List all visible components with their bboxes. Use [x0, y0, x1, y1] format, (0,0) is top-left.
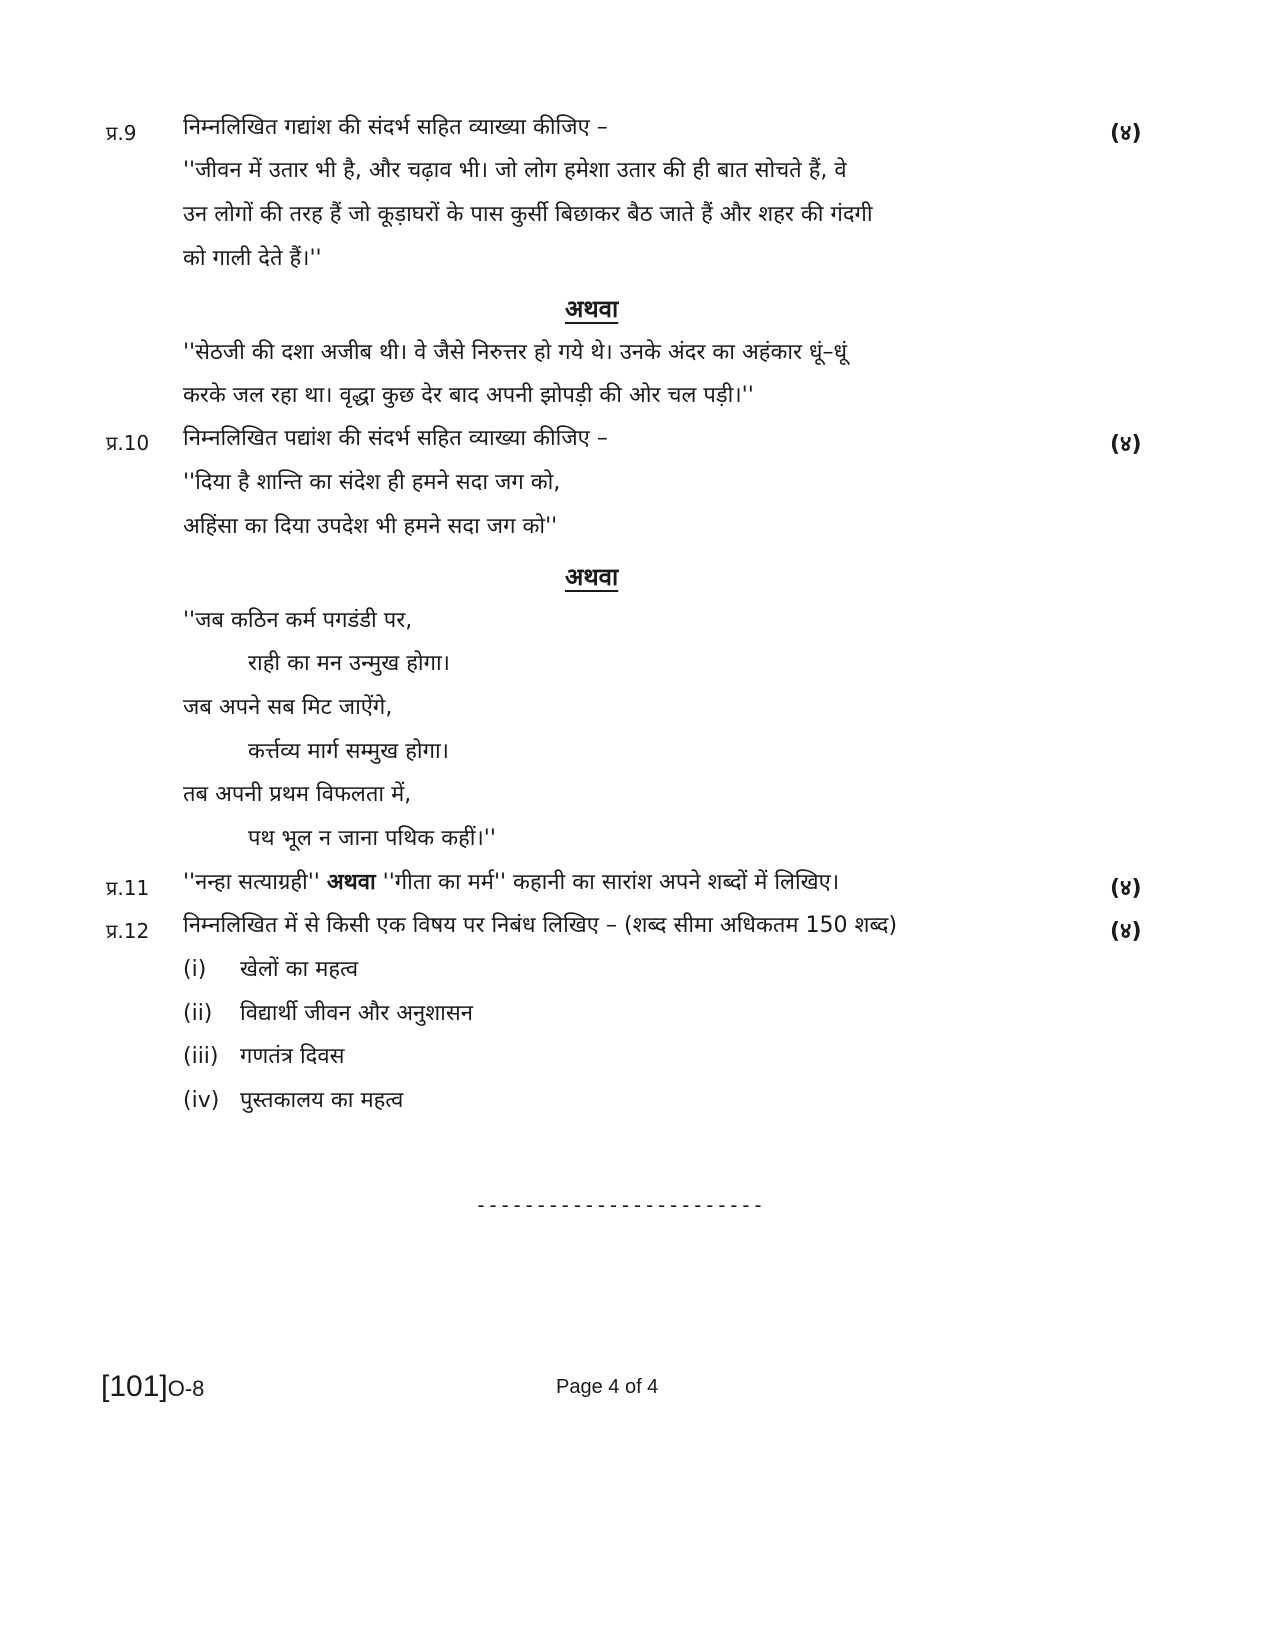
q9-alt-line-1: ''सेठजी की दशा अजीब थी। वे जैसे निरुत्तर हो गये थे। उनके अंदर का अहंकार धूं–धूं — [183, 340, 848, 365]
q12-marks: (४) — [1110, 919, 1142, 944]
q9-passage-line-3: को गाली देते हैं।'' — [183, 246, 322, 271]
end-of-paper-rule: ------------------------ — [475, 1193, 764, 1217]
paper-code — [101, 1370, 204, 1404]
q10-prompt: निम्नलिखित पद्यांश की संदर्भ सहित व्याख्या कीजिए – — [183, 426, 608, 451]
q11-part2: ''गीता का मर्म'' कहानी का सारांश अपने शब्दों में लिखिए। — [382, 870, 840, 895]
q9-alt-line-2: करके जल रहा था। वृद्धा कुछ देर बाद अपनी झोपड़ी की ओर चल पड़ी।'' — [183, 383, 754, 408]
q10-number: प्र.10 — [106, 431, 150, 455]
q9-passage-line-1: ''जीवन में उतार भी है, और चढ़ाव भी। जो लोग हमेशा उतार की ही बात सोचते हैं, वे — [183, 158, 847, 183]
q12-option-num-1: (i) — [183, 957, 207, 982]
q11-number: प्र.11 — [106, 876, 150, 900]
q10-poem-line-2: अहिंसा का दिया उपदेश भी हमने सदा जग को'' — [183, 514, 558, 539]
q9-number: प्र.9 — [106, 121, 137, 145]
paper-code-suffix: O-8 — [167, 1376, 205, 1401]
q10-alt-line-6: पथ भूल न जाना पथिक कहीं।'' — [248, 826, 496, 851]
page-number: Page 4 of 4 — [556, 1376, 659, 1398]
q9-marks: (४) — [1110, 121, 1142, 146]
q12-number: प्र.12 — [106, 919, 150, 943]
q10-alt-line-2: राही का मन उन्मुख होगा। — [248, 651, 451, 676]
q12-option-text-3: गणतंत्र दिवस — [240, 1044, 345, 1069]
q10-poem-line-1: ''दिया है शान्ति का संदेश ही हमने सदा जग को, — [183, 470, 561, 495]
q10-marks: (४) — [1110, 432, 1142, 457]
q12-option-text-1: खेलों का महत्व — [240, 957, 359, 982]
q12-option-num-2: (ii) — [183, 1001, 213, 1026]
q11-or-word: अथवा — [326, 870, 376, 895]
q12-option-num-3: (iii) — [183, 1044, 219, 1069]
q12-option-text-4: पुस्तकालय का महत्व — [240, 1088, 404, 1113]
q12-option-text-2: विद्यार्थी जीवन और अनुशासन — [240, 1001, 473, 1026]
q10-alt-line-4: कर्त्तव्य मार्ग सम्मुख होगा। — [248, 739, 450, 764]
q9-passage-line-2: उन लोगों की तरह हैं जो कूड़ाघरों के पास कुर्सी बिछाकर बैठ जाते हैं और शहर की गंदगी — [183, 202, 873, 227]
q10-alt-line-5: तब अपनी प्रथम विफलता में, — [183, 782, 412, 807]
q9-or-heading: अथवा — [565, 295, 619, 323]
q10-or-heading: अथवा — [565, 563, 619, 591]
q11-part1: ''नन्हा सत्याग्रही'' — [183, 870, 320, 895]
q11-text — [183, 872, 839, 894]
q11-marks: (४) — [1110, 876, 1142, 901]
paper-code-main: [101] — [101, 1370, 168, 1403]
q12-option-num-4: (iv) — [183, 1088, 220, 1113]
q9-prompt: निम्नलिखित गद्यांश की संदर्भ सहित व्याख्या कीजिए – — [183, 115, 608, 140]
q10-alt-line-1: ''जब कठिन कर्म पगडंडी पर, — [183, 608, 413, 633]
q10-alt-line-3: जब अपने सब मिट जाऐंगे, — [183, 695, 393, 720]
q12-prompt: निम्नलिखित में से किसी एक विषय पर निबंध लिखिए – (शब्द सीमा अधिकतम 150 शब्द) — [183, 913, 898, 938]
